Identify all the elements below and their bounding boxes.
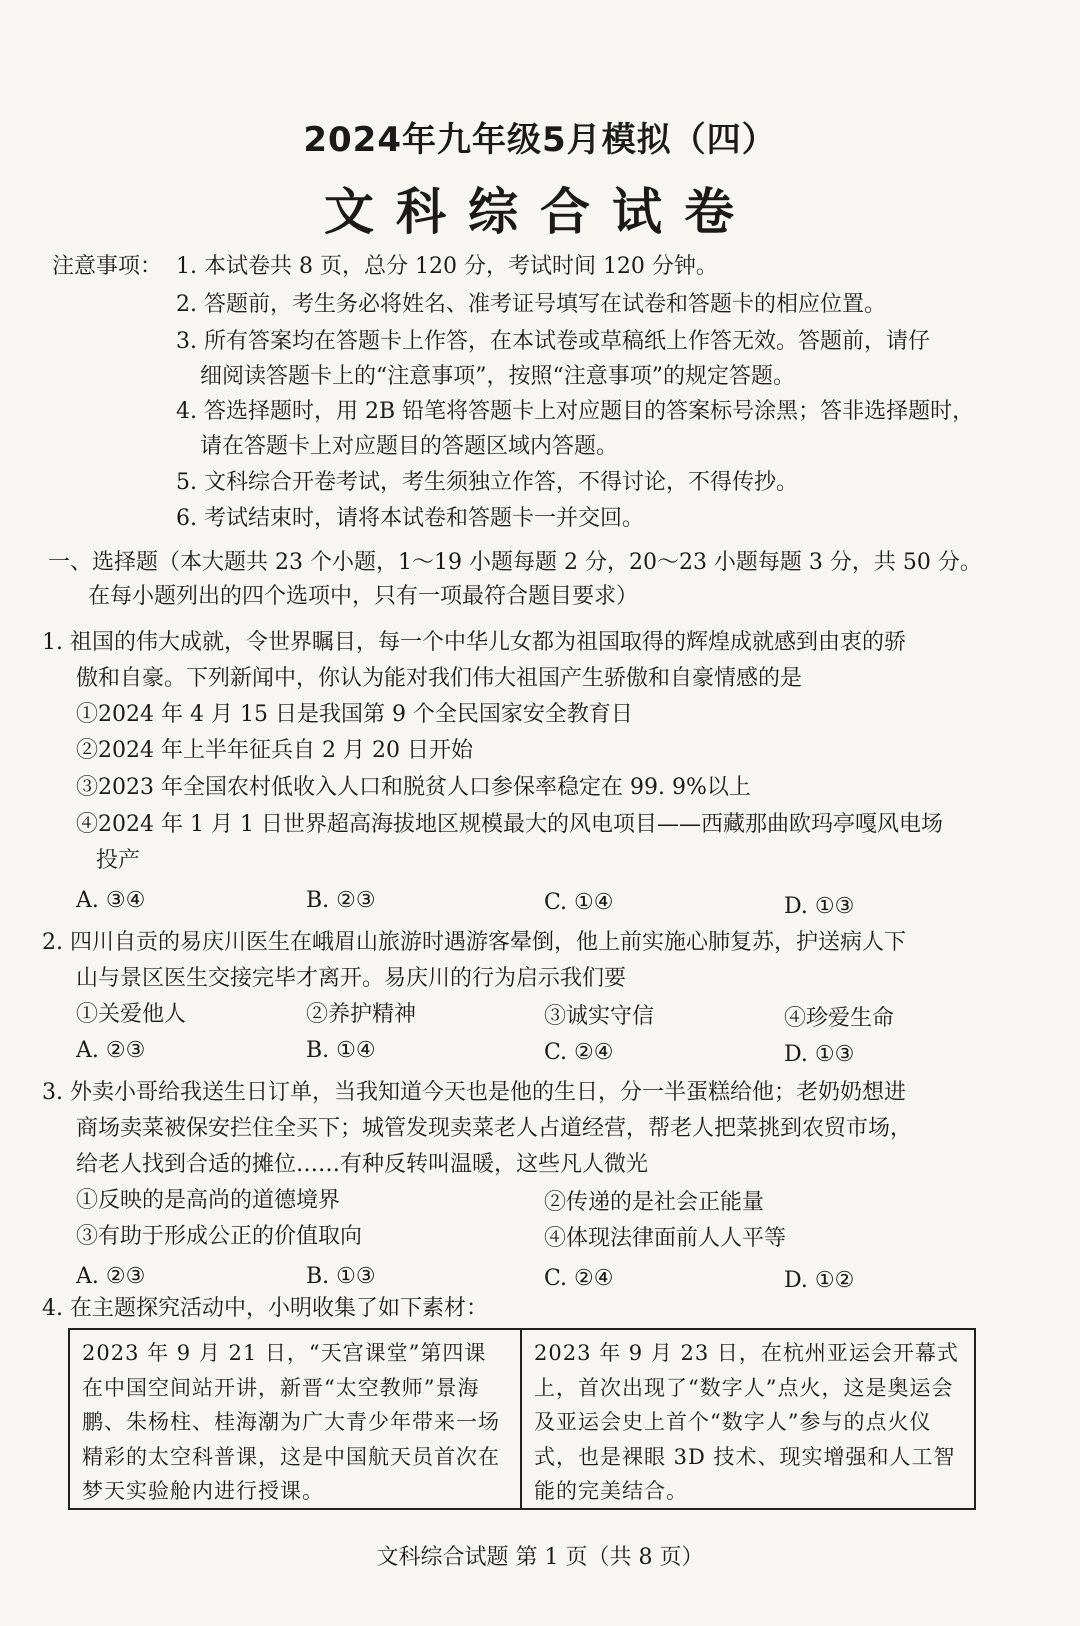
- question-2-item: ④珍爱生命: [784, 1006, 895, 1031]
- note-item: 4. 答选择题时，用 2B 铅笔将答题卡上对应题目的答案标号涂黑；答非选择题时，: [176, 399, 975, 424]
- question-2-choice-d: D. ①③: [784, 1042, 855, 1067]
- question-3-item: ①反映的是高尚的道德境界: [76, 1188, 341, 1213]
- question-1-choice-a: A. ③④: [76, 888, 146, 913]
- page-footer: 文科综合试题 第 1 页（共 8 页）: [376, 1545, 704, 1570]
- question-3-stem-continued: 给老人找到合适的摊位……有种反转叫温暖，这些凡人微光: [76, 1152, 649, 1177]
- question-2-item: ①关爱他人: [76, 1002, 187, 1027]
- exam-subject-title: 文科综合试卷: [324, 183, 756, 241]
- material-table: [68, 1328, 976, 1510]
- question-2-stem: 2. 四川自贡的易庆川医生在峨眉山旅游时遇游客晕倒，他上前实施心肺复苏，护送病人下: [42, 930, 906, 955]
- note-item-continued: 细阅读答题卡上的“注意事项”，按照“注意事项”的规定答题。: [200, 364, 795, 389]
- note-item-continued: 请在答题卡上对应题目的答题区域内答题。: [200, 434, 619, 459]
- question-3-choice-c: C. ②④: [544, 1266, 614, 1291]
- question-2-stem-continued: 山与景区医生交接完毕才离开。易庆川的行为启示我们要: [76, 966, 627, 991]
- question-1-stem-continued: 傲和自豪。下列新闻中，你认为能对我们伟大祖国产生骄傲和自豪情感的是: [76, 666, 803, 691]
- question-1-choice-b: B. ②③: [306, 888, 376, 913]
- note-item: 5. 文科综合开卷考试，考生须独立作答，不得讨论，不得传抄。: [176, 470, 798, 495]
- question-4-stem: 4. 在主题探究活动中，小明收集了如下素材：: [42, 1296, 488, 1321]
- note-item: 1. 本试卷共 8 页，总分 120 分，考试时间 120 分钟。: [176, 254, 718, 279]
- question-3-choice-d: D. ①②: [784, 1268, 855, 1293]
- question-1-item: ①2024 年 4 月 15 日是我国第 9 个全民国家安全教育日: [76, 702, 633, 727]
- question-1-item: ②2024 年上半年征兵自 2 月 20 日开始: [76, 738, 473, 763]
- question-3-stem-continued: 商场卖菜被保安拦住全买下；城管发现卖菜老人占道经营，帮老人把菜挑到农贸市场，: [76, 1116, 913, 1141]
- exam-title: 2024年九年级5月模拟（四）: [303, 120, 777, 160]
- note-item: 2. 答题前，考生务必将姓名、准考证号填写在试卷和答题卡的相应位置。: [176, 292, 886, 317]
- question-2-item: ②养护精神: [306, 1002, 417, 1027]
- question-1-choice-d: D. ①③: [784, 894, 855, 919]
- section-heading: 一、选择题（本大题共 23 个小题，1～19 小题每题 2 分，20～23 小题每题 3 分，共 50 分。: [48, 550, 982, 575]
- note-item: 6. 考试结束时，请将本试卷和答题卡一并交回。: [176, 506, 644, 531]
- material-left-cell: [70, 1330, 522, 1508]
- question-1-choice-c: C. ①④: [544, 890, 614, 915]
- question-2-item: ③诚实守信: [544, 1004, 655, 1029]
- note-item: 3. 所有答案均在答题卡上作答，在本试卷或草稿纸上作答无效。答题前，请仔: [176, 329, 930, 354]
- question-3-item: ④体现法律面前人人平等: [544, 1226, 787, 1251]
- question-3-item: ②传递的是社会正能量: [544, 1190, 765, 1215]
- question-1-item-continued: 投产: [96, 848, 141, 873]
- question-2-choice-a: A. ②③: [76, 1038, 146, 1063]
- material-left-text: 2023 年 9 月 21 日，“天宫课堂”第四课在中国空间站开讲，新晋“太空教师”景海鹏、朱杨柱、桂海潮为广大青少年带来一场精彩的太空科普课，这是中国航天员首次在梦天实验舱内进行授课。: [82, 1341, 500, 1503]
- question-2-choice-c: C. ②④: [544, 1040, 614, 1065]
- question-3-choice-b: B. ①③: [306, 1264, 376, 1289]
- material-right-cell: [522, 1330, 974, 1508]
- question-1-item: ③2023 年全国农村低收入人口和脱贫人口参保率稳定在 99. 9%以上: [76, 775, 751, 800]
- question-3-item: ③有助于形成公正的价值取向: [76, 1224, 363, 1249]
- question-3-choice-a: A. ②③: [76, 1264, 146, 1289]
- section-heading-continued: 在每小题列出的四个选项中，只有一项最符合题目要求）: [88, 584, 639, 609]
- question-2-choice-b: B. ①④: [306, 1038, 376, 1063]
- question-3-stem: 3. 外卖小哥给我送生日订单，当我知道今天也是他的生日，分一半蛋糕给他；老奶奶想进: [42, 1080, 906, 1105]
- notes-label: 注意事项：: [52, 254, 163, 279]
- material-right-text: 2023 年 9 月 23 日，在杭州亚运会开幕式上，首次出现了“数字人”点火，这是奥运会及亚运会史上首个“数字人”参与的点火仪式，也是裸眼 3D 技术、现实增强和人工智能的完美结合。: [534, 1341, 959, 1503]
- question-1-stem: 1. 祖国的伟大成就，令世界瞩目，每一个中华儿女都为祖国取得的辉煌成就感到由衷的骄: [42, 630, 906, 655]
- question-1-item: ④2024 年 1 月 1 日世界超高海拔地区规模最大的风电项目——西藏那曲欧玛亭嘎风电场: [76, 812, 943, 837]
